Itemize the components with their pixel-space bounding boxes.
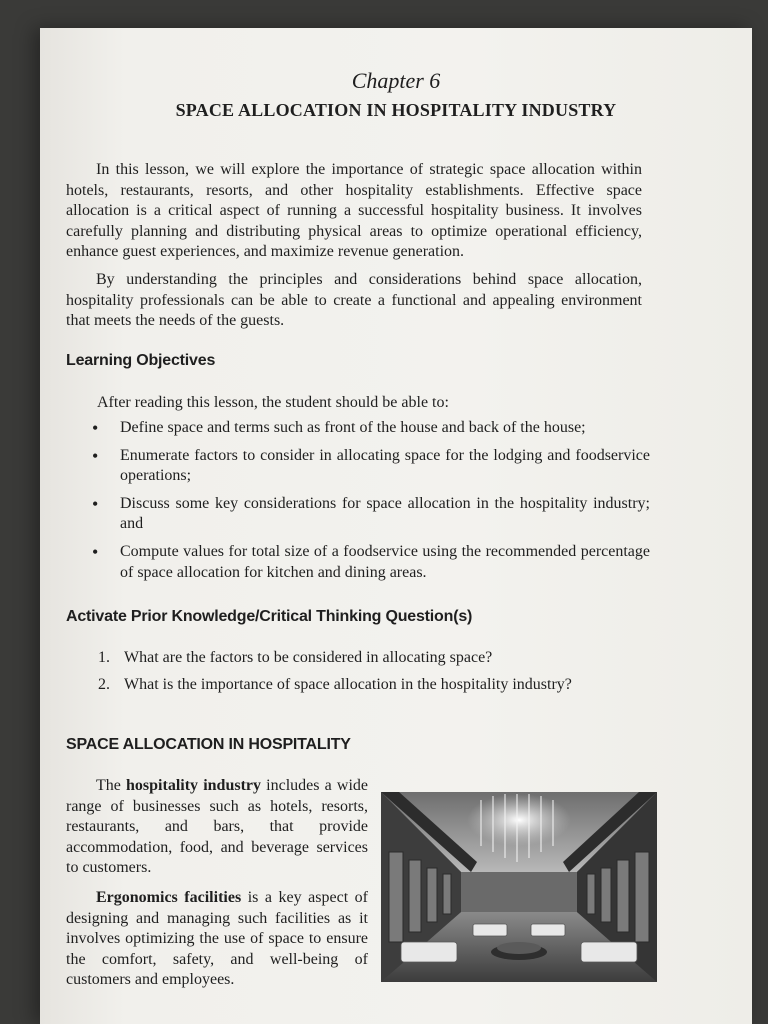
ergonomics-paragraph [66, 888, 368, 991]
intro-paragraph-2: By understanding the principles and considerations behind space allocation, hospitality professionals can be able to create a functional and appealing environment that meets the needs of the guests. [66, 271, 642, 330]
hotel-interior-photo [381, 792, 657, 982]
objectives-intro: After reading this lesson, the student should be able to: [97, 394, 449, 411]
p1-prefix: The [96, 777, 127, 794]
p2-bold: Ergonomics facilities [96, 889, 242, 906]
p1-suffix: includes a wide range of businesses such as hotels, resorts, restaurants, and bars, that provide accommodation, food, and beverage services to customers. [66, 777, 368, 877]
prior-knowledge-heading: Activate Prior Knowledge/Critical Thinking Question(s) [66, 608, 473, 625]
objective-item: • Enumerate factors to consider in allocating space for the lodging and foodservice operations; [90, 446, 650, 487]
question-item [98, 675, 572, 696]
question-text: What are the factors to be considered in allocating space? [124, 649, 493, 666]
questions-list [98, 648, 572, 701]
p1-bold: hospitality industry [126, 777, 261, 794]
learning-objectives-heading: Learning Objectives [66, 352, 216, 369]
objective-item: • Compute values for total size of a foodservice using the recommended percentage of space allocation for kitchen and dining areas. [90, 542, 650, 583]
chapter-label: Chapter 6 [351, 68, 441, 93]
p2-suffix: is a key aspect of designing and managing such facilities as it involves optimizing the use of space to ensure the comfort, safety, and well-being of customers and employees. [66, 889, 368, 989]
book-page [40, 28, 752, 1024]
hotel-interior-illustration [381, 792, 657, 982]
question-text: What is the importance of space allocation in the hospitality industry? [124, 675, 572, 693]
objective-item: • Discuss some key considerations for space allocation in the hospitality industry; and [90, 494, 650, 535]
question-item [98, 648, 572, 669]
question-number: 1. [98, 649, 110, 666]
objective-item: • Define space and terms such as front of the house and back of the house; [90, 418, 650, 439]
intro-paragraph-1: In this lesson, we will explore the importance of strategic space allocation within hotels, restaurants, resorts, and other hospitality establishments. Effective space allocation is a critical aspect of running a successful hospitality business. It involves carefully planning and distributing physical areas to optimize operational efficiency, enhance guest experiences, and maximize revenue generation. [66, 161, 642, 261]
chapter-title: SPACE ALLOCATION IN HOSPITALITY INDUSTRY [175, 100, 617, 120]
objectives-list [90, 418, 650, 590]
question-number: 2. [98, 675, 110, 693]
hospitality-paragraph [66, 776, 368, 879]
section-heading: SPACE ALLOCATION IN HOSPITALITY [66, 736, 351, 753]
